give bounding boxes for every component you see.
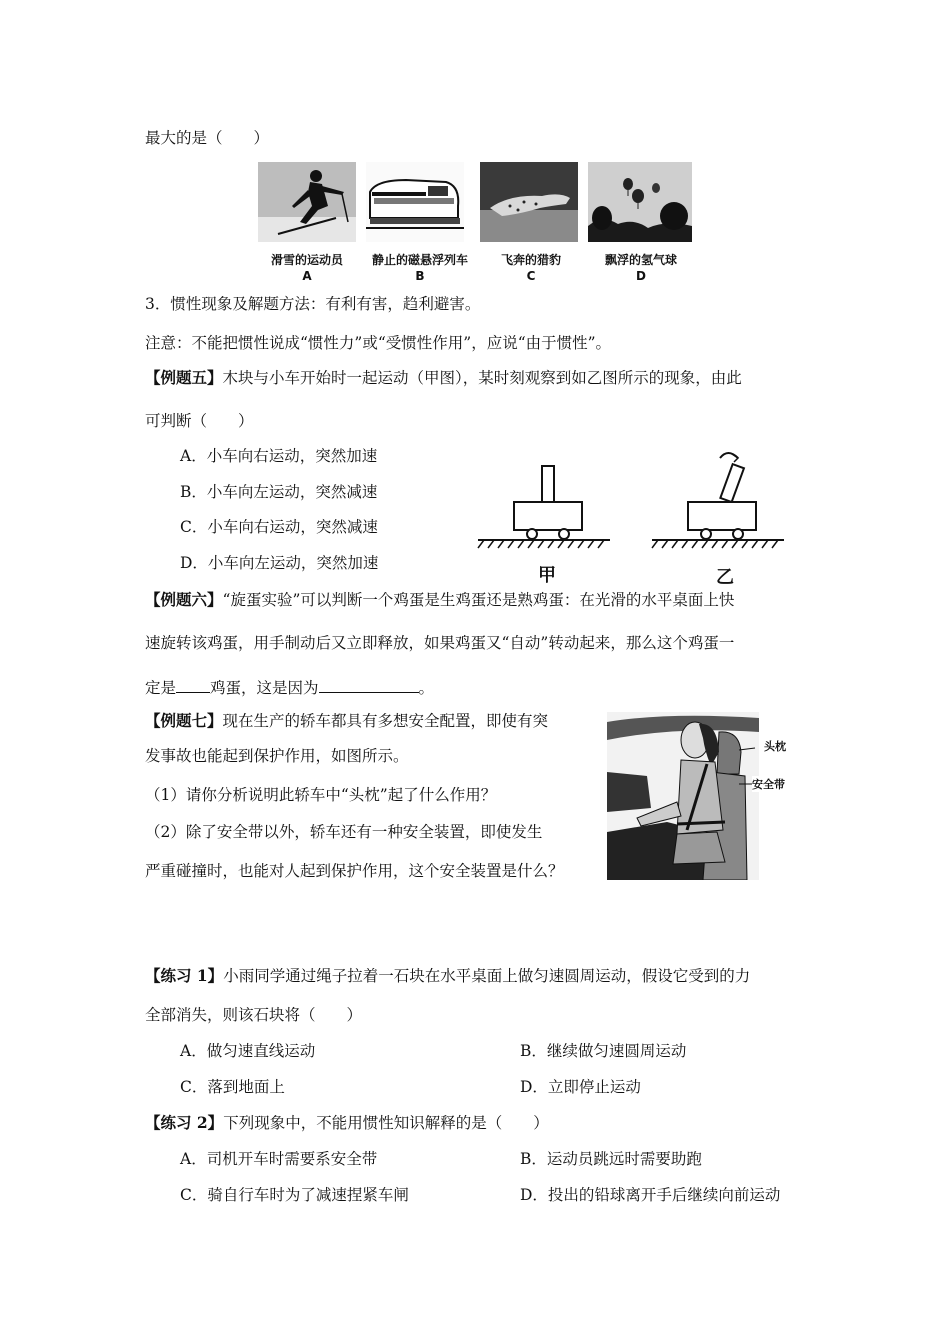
cheetah-photo	[480, 162, 578, 242]
example5-option-c: C．小车向右运动，突然减速	[180, 518, 378, 536]
answer-blank-1[interactable]	[176, 676, 210, 693]
answer-blank-2[interactable]	[319, 676, 419, 693]
example7-question2-a: （2）除了安全带以外，轿车还有一种安全装置，即使发生	[145, 823, 543, 841]
headrest-label: 头枕	[764, 740, 786, 753]
practice1-option-c: C．落到地面上	[180, 1078, 285, 1096]
practice1-option-a: A．做匀速直线运动	[180, 1042, 316, 1060]
balloons-photo	[588, 162, 692, 242]
practice2-line1: 【练习 2】下列现象中，不能用惯性知识解释的是（ ）	[145, 1113, 549, 1132]
example5-line2: 可判断（ ）	[145, 412, 254, 430]
practice1-option-b: B．继续做匀速圆周运动	[520, 1042, 687, 1060]
practice2-option-c: C．骑自行车时为了减速捏紧车闸	[180, 1186, 409, 1204]
figure-label-jia: 甲	[538, 565, 556, 586]
example7-line2: 发事故也能起到保护作用，如图所示。	[145, 747, 409, 765]
photo-caption-a: 滑雪的运动员 A	[270, 253, 343, 283]
example7-question1: （1）请你分析说明此轿车中“头枕”起了什么作用？	[145, 786, 497, 804]
figure-label-yi: 乙	[716, 567, 734, 588]
example7-question2-b: 严重碰撞时，也能对人起到保护作用，这个安全装置是什么？	[145, 862, 564, 880]
practice1-option-d: D．立即停止运动	[520, 1078, 641, 1096]
question-stem-tail: 最大的是（ ）	[145, 129, 270, 147]
practice1-line1: 【练习 1】小雨同学通过绳子拉着一石块在水平桌面上做匀速圆周运动，假设它受到的力	[145, 966, 751, 985]
seatbelt-label: 安全带	[752, 778, 785, 791]
example6-line2: 速旋转该鸡蛋，用手制动后又立即释放，如果鸡蛋又“自动”转动起来，那么这个鸡蛋一	[145, 634, 735, 652]
photo-caption-b: 静止的磁悬浮列车 B	[371, 253, 468, 283]
maglev-train-photo	[366, 162, 464, 242]
cart-block-diagram	[470, 440, 790, 555]
example5-option-b: B．小车向左运动，突然减速	[180, 483, 378, 501]
example5-line1: 【例题五】木块与小车开始时一起运动（甲图），某时刻观察到如乙图所示的现象，由此	[145, 368, 742, 387]
section-heading-3: 3．惯性现象及解题方法：有利有害，趋利避害。	[145, 295, 481, 313]
example6-line1: 【例题六】“旋蛋实验”可以判断一个鸡蛋是生鸡蛋还是熟鸡蛋：在光滑的水平桌面上快	[145, 590, 735, 609]
note-text: 注意：不能把惯性说成“惯性力”或“受惯性作用”，应说“由于惯性”。	[145, 334, 612, 352]
practice2-option-d: D．投出的铅球离开手后继续向前运动	[520, 1186, 781, 1204]
skier-photo	[258, 162, 356, 242]
example7-line1: 【例题七】现在生产的轿车都具有多想安全配置，即使有突	[145, 711, 549, 730]
photo-caption-d: 飘浮的氢气球 D	[604, 253, 677, 283]
example5-option-a: A．小车向右运动，突然加速	[180, 447, 378, 465]
example5-option-d: D．小车向左运动，突然加速	[180, 554, 379, 572]
photo-caption-c: 飞奔的猎豹 C	[500, 253, 561, 283]
practice2-option-a: A．司机开车时需要系安全带	[180, 1150, 378, 1168]
practice2-option-b: B．运动员跳远时需要助跑	[520, 1150, 702, 1168]
practice1-line2: 全部消失，则该石块将（ ）	[145, 1006, 363, 1024]
example6-line3: 定是 鸡蛋，这是因为 。	[145, 676, 434, 698]
car-seat-photo	[607, 712, 759, 880]
